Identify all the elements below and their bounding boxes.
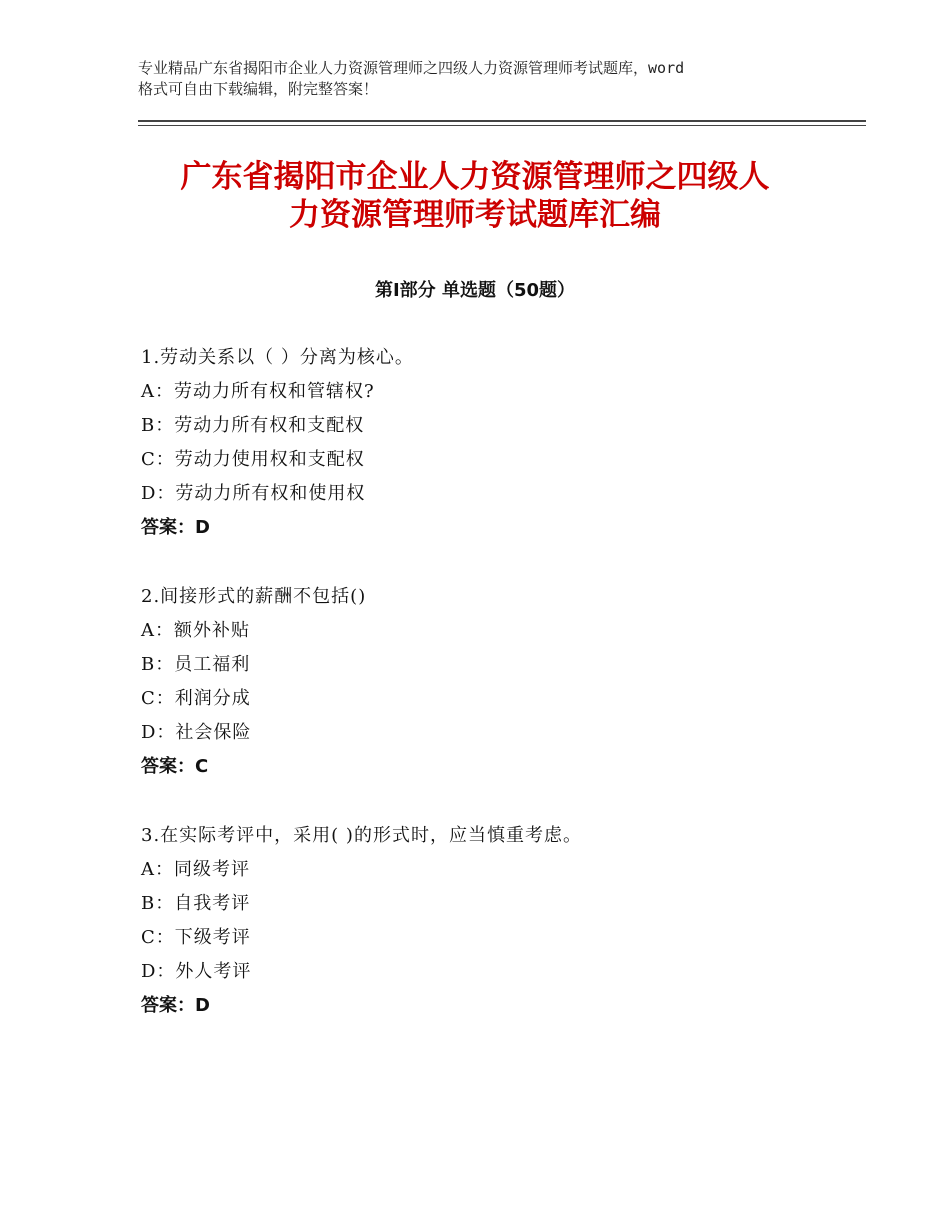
option-a: A：劳动力所有权和管辖权? bbox=[141, 381, 375, 402]
header-divider-thick bbox=[138, 120, 866, 122]
option-d: D：外人考评 bbox=[141, 961, 252, 982]
question-stem: 1.劳动关系以（ ）分离为核心。 bbox=[141, 347, 414, 368]
option-b: B：劳动力所有权和支配权 bbox=[141, 415, 365, 436]
question-2 bbox=[141, 580, 861, 784]
header-note bbox=[138, 58, 838, 100]
answer: 答案：D bbox=[141, 517, 210, 538]
document-title bbox=[100, 158, 850, 234]
answer: 答案：C bbox=[141, 756, 209, 777]
question-stem: 3.在实际考评中，采用( )的形式时，应当慎重考虑。 bbox=[141, 825, 582, 846]
option-b: B：员工福利 bbox=[141, 654, 251, 675]
option-b: B：自我考评 bbox=[141, 893, 251, 914]
option-d: D：劳动力所有权和使用权 bbox=[141, 483, 366, 504]
header-note-line-2: 格式可自由下载编辑，附完整答案！ bbox=[138, 80, 379, 98]
question-1 bbox=[141, 341, 861, 545]
option-a: A：同级考评 bbox=[141, 859, 250, 880]
question-3 bbox=[141, 819, 861, 1023]
section-title: 第Ⅰ部分 单选题（50题） bbox=[374, 280, 575, 301]
header-divider-thin bbox=[138, 125, 866, 126]
question-stem: 2.间接形式的薪酬不包括() bbox=[141, 586, 367, 607]
option-c: C：下级考评 bbox=[141, 927, 251, 948]
document-title-line-2: 力资源管理师考试题库汇编 bbox=[289, 197, 661, 233]
option-d: D：社会保险 bbox=[141, 722, 252, 743]
document-title-line-1: 广东省揭阳市企业人力资源管理师之四级人 bbox=[180, 159, 770, 195]
option-c: C：劳动力使用权和支配权 bbox=[141, 449, 365, 470]
option-a: A：额外补贴 bbox=[141, 620, 250, 641]
option-c: C：利润分成 bbox=[141, 688, 251, 709]
answer: 答案：D bbox=[141, 995, 210, 1016]
header-note-line-1: 专业精品广东省揭阳市企业人力资源管理师之四级人力资源管理师考试题库，word bbox=[138, 59, 685, 77]
